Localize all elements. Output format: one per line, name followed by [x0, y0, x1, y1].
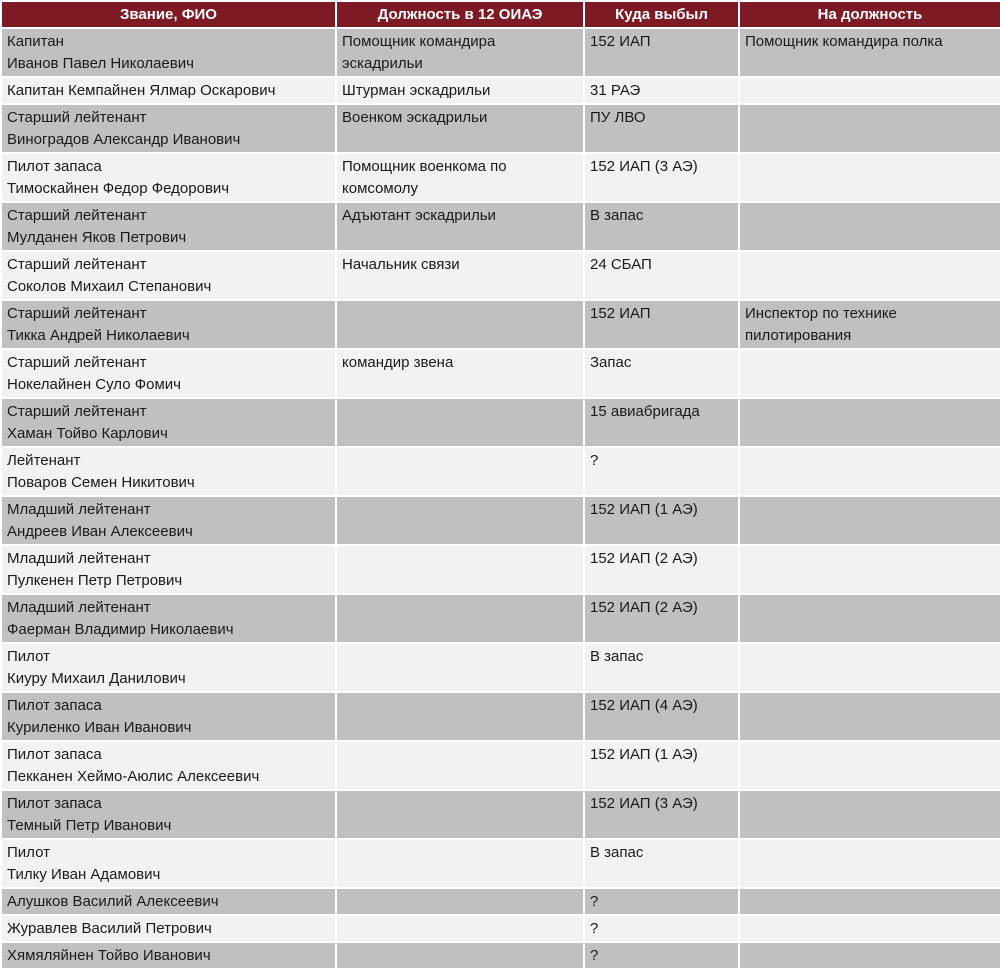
- cell-position: [337, 595, 583, 642]
- table-row: [2, 78, 1000, 103]
- rank-text: Старший лейтенант: [7, 403, 147, 420]
- cell-new-position: [740, 350, 1000, 397]
- cell-destination: Запас: [585, 350, 738, 397]
- cell-position: Адъютант эскадрильи: [337, 203, 583, 250]
- rank-text: Пилот запаса: [7, 158, 102, 175]
- table-body: [2, 29, 1000, 968]
- cell-rank-name: [2, 742, 335, 789]
- cell-rank-name: [2, 448, 335, 495]
- cell-destination: 152 ИАП (2 АЭ): [585, 546, 738, 593]
- cell-destination: В запас: [585, 644, 738, 691]
- cell-destination: ?: [585, 943, 738, 968]
- cell-position: [337, 546, 583, 593]
- header-new-position: На должность: [740, 2, 1000, 27]
- name-text: Фаерман Владимир Николаевич: [7, 621, 234, 638]
- cell-position: командир звена: [337, 350, 583, 397]
- name-text: Тикка Андрей Николаевич: [7, 327, 190, 344]
- name-text: Куриленко Иван Иванович: [7, 719, 192, 736]
- cell-position: [337, 840, 583, 887]
- header-position: Должность в 12 ОИАЭ: [337, 2, 583, 27]
- cell-new-position: [740, 399, 1000, 446]
- cell-destination: В запас: [585, 203, 738, 250]
- cell-rank-name: [2, 644, 335, 691]
- table-row: [2, 252, 1000, 299]
- cell-rank-name: [2, 350, 335, 397]
- table-row: [2, 399, 1000, 446]
- cell-position: Помощник командира эскадрильи: [337, 29, 583, 76]
- name-text: Журавлев Василий Петрович: [7, 920, 212, 937]
- cell-rank-name: [2, 546, 335, 593]
- cell-rank-name: [2, 252, 335, 299]
- cell-destination: 152 ИАП (3 АЭ): [585, 154, 738, 201]
- rank-text: Капитан: [7, 33, 64, 50]
- table-row: [2, 497, 1000, 544]
- table-row: [2, 546, 1000, 593]
- cell-position: Штурман эскадрильи: [337, 78, 583, 103]
- rank-text: Пилот: [7, 648, 50, 665]
- cell-position: [337, 448, 583, 495]
- name-text: Пекканен Хеймо-Аюлис Алексеевич: [7, 768, 260, 785]
- cell-new-position: [740, 546, 1000, 593]
- cell-destination: 152 ИАП (1 АЭ): [585, 497, 738, 544]
- rank-text: Старший лейтенант: [7, 354, 147, 371]
- rank-text: Младший лейтенант: [7, 501, 151, 518]
- rank-text: Младший лейтенант: [7, 599, 151, 616]
- cell-new-position: [740, 840, 1000, 887]
- table-row: [2, 742, 1000, 789]
- cell-destination: ?: [585, 448, 738, 495]
- cell-position: [337, 497, 583, 544]
- name-text: Хямяляйнен Тойво Иванович: [7, 947, 211, 964]
- cell-rank-name: [2, 943, 335, 968]
- cell-rank-name: [2, 105, 335, 152]
- rank-text: Старший лейтенант: [7, 207, 147, 224]
- cell-new-position: [740, 105, 1000, 152]
- cell-destination: 152 ИАП (1 АЭ): [585, 742, 738, 789]
- rank-text: Пилот запаса: [7, 697, 102, 714]
- cell-position: [337, 399, 583, 446]
- cell-rank-name: [2, 840, 335, 887]
- cell-destination: 152 ИАП: [585, 301, 738, 348]
- name-text: Хаман Тойво Карлович: [7, 425, 168, 442]
- cell-new-position: [740, 154, 1000, 201]
- table-row: [2, 301, 1000, 348]
- header-row: [2, 2, 1000, 27]
- name-text: Виноградов Александр Иванович: [7, 131, 241, 148]
- cell-rank-name: [2, 154, 335, 201]
- cell-position: [337, 693, 583, 740]
- cell-new-position: [740, 203, 1000, 250]
- name-text: Киуру Михаил Данилович: [7, 670, 186, 687]
- cell-position: [337, 301, 583, 348]
- cell-rank-name: [2, 889, 335, 914]
- cell-position: Помощник военкома по комсомолу: [337, 154, 583, 201]
- name-text: Нокелайнен Суло Фомич: [7, 376, 181, 393]
- table-row: [2, 943, 1000, 968]
- name-text: Соколов Михаил Степанович: [7, 278, 212, 295]
- cell-destination: ?: [585, 889, 738, 914]
- name-text: Темный Петр Иванович: [7, 817, 172, 834]
- cell-new-position: [740, 693, 1000, 740]
- cell-destination: ?: [585, 916, 738, 941]
- name-text: Капитан Кемпайнен Ялмар Оскарович: [7, 82, 276, 99]
- cell-rank-name: [2, 78, 335, 103]
- cell-position: [337, 943, 583, 968]
- name-text: Пулкенен Петр Петрович: [7, 572, 183, 589]
- cell-rank-name: [2, 916, 335, 941]
- table-row: [2, 840, 1000, 887]
- cell-destination: 152 ИАП (4 АЭ): [585, 693, 738, 740]
- cell-destination: 31 РАЭ: [585, 78, 738, 103]
- table-row: [2, 203, 1000, 250]
- name-text: Андреев Иван Алексеевич: [7, 523, 193, 540]
- cell-rank-name: [2, 29, 335, 76]
- cell-new-position: [740, 943, 1000, 968]
- cell-rank-name: [2, 399, 335, 446]
- header-destination: Куда выбыл: [585, 2, 738, 27]
- cell-destination: 152 ИАП: [585, 29, 738, 76]
- name-text: Алушков Василий Алексеевич: [7, 893, 219, 910]
- cell-destination: 15 авиабригада: [585, 399, 738, 446]
- table-row: [2, 693, 1000, 740]
- cell-new-position: Инспектор по технике пилотирования: [740, 301, 1000, 348]
- cell-rank-name: [2, 497, 335, 544]
- cell-new-position: [740, 595, 1000, 642]
- table-row: [2, 889, 1000, 914]
- cell-destination: 24 СБАП: [585, 252, 738, 299]
- name-text: Тилку Иван Адамович: [7, 866, 161, 883]
- rank-text: Пилот запаса: [7, 746, 102, 763]
- table-row: [2, 29, 1000, 76]
- table-row: [2, 448, 1000, 495]
- cell-position: Начальник связи: [337, 252, 583, 299]
- cell-new-position: Помощник командира полка: [740, 29, 1000, 76]
- rank-text: Лейтенант: [7, 452, 81, 469]
- cell-destination: 152 ИАП (3 АЭ): [585, 791, 738, 838]
- cell-rank-name: [2, 203, 335, 250]
- cell-position: [337, 916, 583, 941]
- cell-new-position: [740, 916, 1000, 941]
- rank-text: Старший лейтенант: [7, 305, 147, 322]
- rank-text: Старший лейтенант: [7, 256, 147, 273]
- cell-new-position: [740, 252, 1000, 299]
- table-row: [2, 595, 1000, 642]
- table-row: [2, 105, 1000, 152]
- name-text: Мулданен Яков Петрович: [7, 229, 187, 246]
- cell-rank-name: [2, 301, 335, 348]
- cell-position: [337, 644, 583, 691]
- table-row: [2, 916, 1000, 941]
- cell-new-position: [740, 644, 1000, 691]
- rank-text: Пилот: [7, 844, 50, 861]
- cell-rank-name: [2, 791, 335, 838]
- cell-rank-name: [2, 693, 335, 740]
- cell-position: [337, 742, 583, 789]
- cell-destination: 152 ИАП (2 АЭ): [585, 595, 738, 642]
- cell-destination: ПУ ЛВО: [585, 105, 738, 152]
- cell-position: [337, 889, 583, 914]
- table-row: [2, 350, 1000, 397]
- cell-new-position: [740, 497, 1000, 544]
- table-row: [2, 154, 1000, 201]
- cell-new-position: [740, 791, 1000, 838]
- cell-rank-name: [2, 595, 335, 642]
- cell-new-position: [740, 78, 1000, 103]
- header-rank-name: Звание, ФИО: [2, 2, 335, 27]
- cell-position: [337, 791, 583, 838]
- name-text: Иванов Павел Николаевич: [7, 55, 194, 72]
- name-text: Тимоскайнен Федор Федорович: [7, 180, 230, 197]
- name-text: Поваров Семен Никитович: [7, 474, 195, 491]
- rank-text: Младший лейтенант: [7, 550, 151, 567]
- cell-new-position: [740, 742, 1000, 789]
- cell-new-position: [740, 889, 1000, 914]
- table-row: [2, 791, 1000, 838]
- rank-text: Старший лейтенант: [7, 109, 147, 126]
- cell-new-position: [740, 448, 1000, 495]
- rank-text: Пилот запаса: [7, 795, 102, 812]
- table-row: [2, 644, 1000, 691]
- cell-destination: В запас: [585, 840, 738, 887]
- cell-position: Военком эскадрильи: [337, 105, 583, 152]
